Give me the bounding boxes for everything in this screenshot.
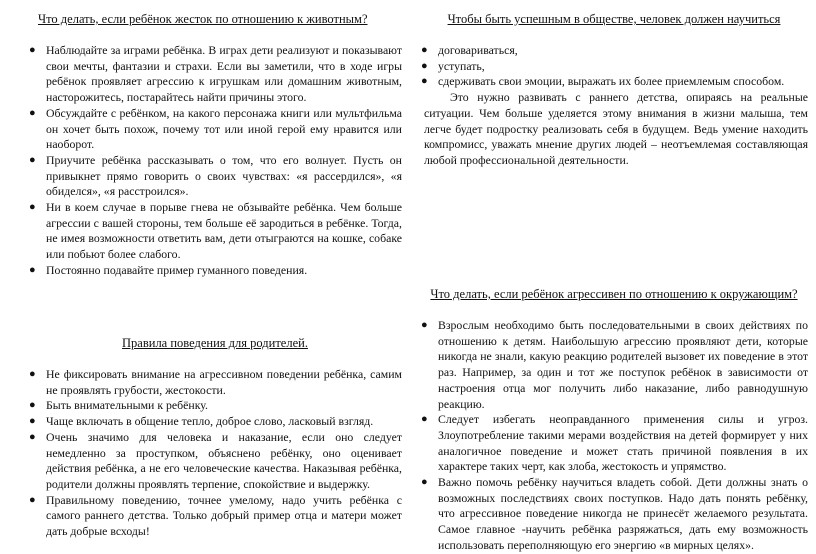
body-paragraph: Это нужно развивать с раннего детства, опираясь на реальные ситуации. Чем больше уделяется этому внимания в жизни малыша, тем легче будет подростку реализовать себя в будущем. Ведь умение находить компромисс, уважать мнение других людей – неотъемлемая составляющая любой профессиональной деятельности. — [424, 90, 808, 167]
list-item — [420, 475, 808, 554]
bullet-list — [420, 43, 808, 90]
section-social-success — [420, 12, 808, 169]
list-item — [28, 153, 402, 200]
list-item — [28, 493, 402, 540]
list-item — [420, 412, 808, 475]
section-heading: Чтобы быть успешным в обществе, человек должен научиться — [447, 12, 781, 26]
list-item — [28, 106, 402, 153]
list-item — [28, 43, 402, 106]
bullet-dot-icon: ● — [29, 106, 36, 119]
bullet-dot-icon: ● — [29, 368, 36, 380]
bullet-dot-icon: ● — [29, 399, 36, 412]
list-item-text: Следует избегать неоправданного применения силы и угроз. Злоупотребление такими мерами воздействия на детей формирует у них аналогичное поведение и может стать причиной появления в их характере таких черт, как злоба, жестокость и упрямство. — [438, 412, 808, 474]
list-item — [28, 263, 402, 279]
bullet-dot-icon: ● — [421, 44, 428, 56]
list-item — [28, 367, 402, 398]
list-item-text: договариваться, — [438, 43, 518, 57]
list-item-text: Ни в коем случае в порыве гнева не обзывайте ребёнка. Чем больше агрессии с вашей стороны, тем больше её зародиться в ребёнке. Тогда, не имея возможности ответить вам, дети отыграются на кошке, собаке или побьют более слабого. — [46, 200, 402, 262]
section-aggression-to-others — [420, 287, 808, 554]
list-item-text: Быть внимательными к ребёнку. — [46, 398, 208, 413]
bullet-dot-icon: ● — [29, 153, 36, 166]
list-item-text: Приучите ребёнка рассказывать о том, что его волнует. Пусть он привыкнет прямо говорить о своих чувствах: «я рассердился», «я обиделся», «я расстроился». — [46, 152, 402, 199]
list-item-text: Важно помочь ребёнку научиться владеть собой. Дети должны знать о возможных последствиях своих поступков. Надо дать понять ребёнку, что агрессивное поведение никогда не принесёт желаемого результата. Самое главное -научить ребёнка разряжаться, дать ему возможность использовать переполняющую его энергию «в мирных целях». — [438, 475, 808, 552]
list-item — [28, 200, 402, 263]
section-heading: Правила поведения для родителей. — [122, 336, 308, 350]
bullet-list — [420, 318, 808, 554]
list-item — [420, 318, 808, 412]
bullet-dot-icon: ● — [421, 413, 428, 426]
list-item-text: Правильному поведению, точнее умелому, надо учить ребёнка с самого раннего детства. Только добрый пример отца и матери может дать добрые всходы! — [46, 492, 402, 539]
list-item — [28, 430, 402, 493]
bullet-dot-icon: ● — [29, 415, 36, 428]
list-item — [420, 43, 808, 59]
list-item — [28, 398, 402, 414]
bullet-dot-icon: ● — [29, 44, 36, 56]
list-item — [28, 414, 402, 430]
list-item-text: Наблюдайте за играми ребёнка. В играх дети реализуют и показывают свои мечты, фантазии и страхи. Если вы заметили, что в ходе игры ребёнок проявляет агрессию к игрушкам или домашним животным, насторожитесь, постарайтесь найти причины этого. — [46, 43, 402, 105]
list-item-text: сдерживать свои эмоции, выражать их более приемлемым способом. — [438, 74, 785, 89]
section-animal-cruelty — [28, 12, 402, 279]
bullet-dot-icon: ● — [421, 476, 428, 489]
list-item-text: Взрослым необходимо быть последовательными в своих действиях по отношению к детям. Наибольшую агрессию проявляют дети, которые никогда не знали, какую реакцию родителей вызовет их поведение в этот раз. Например, за один и тот же поступок ребёнок в зависимости от настроения отца мог получить либо наказание, либо равнодушную реакцию. — [438, 318, 808, 411]
list-item — [420, 59, 808, 75]
list-item-text: Очень значимо для человека и наказание, если оно следует немедленно за проступком, объяснено ребёнку, оно оценивает действия ребёнка, а не его человеческие качества. Наказывая ребёнка, родители должны проявлять терпение, спокойствие и выдержку. — [46, 429, 402, 491]
bullet-dot-icon: ● — [29, 493, 36, 506]
section-heading: Что делать, если ребёнок жесток по отношению к животным? — [38, 12, 368, 26]
bullet-dot-icon: ● — [421, 319, 428, 331]
list-item — [420, 74, 808, 90]
list-item-text: Не фиксировать внимание на агрессивном поведении ребёнка, самим не проявлять грубости, жестокости. — [46, 367, 402, 397]
bullet-dot-icon: ● — [421, 75, 428, 88]
bullet-list — [28, 367, 402, 540]
list-item-text: Обсуждайте с ребёнком, на какого персонажа книги или мультфильма он хочет быть похож, почему тот или иной герой ему нравится или наоборот. — [46, 105, 402, 152]
bullet-dot-icon: ● — [29, 430, 36, 443]
list-item-text: уступать, — [438, 58, 485, 73]
list-item-text: Чаще включать в общение тепло, доброе слово, ласковый взгляд. — [46, 414, 374, 429]
section-heading: Что делать, если ребёнок агрессивен по отношению к окружающим? — [430, 287, 798, 301]
bullet-dot-icon: ● — [421, 59, 428, 72]
bullet-list — [28, 43, 402, 279]
section-parent-rules — [28, 336, 402, 540]
bullet-dot-icon: ● — [29, 201, 36, 214]
bullet-dot-icon: ● — [29, 263, 36, 276]
list-item-text: Постоянно подавайте пример гуманного поведения. — [46, 262, 308, 277]
